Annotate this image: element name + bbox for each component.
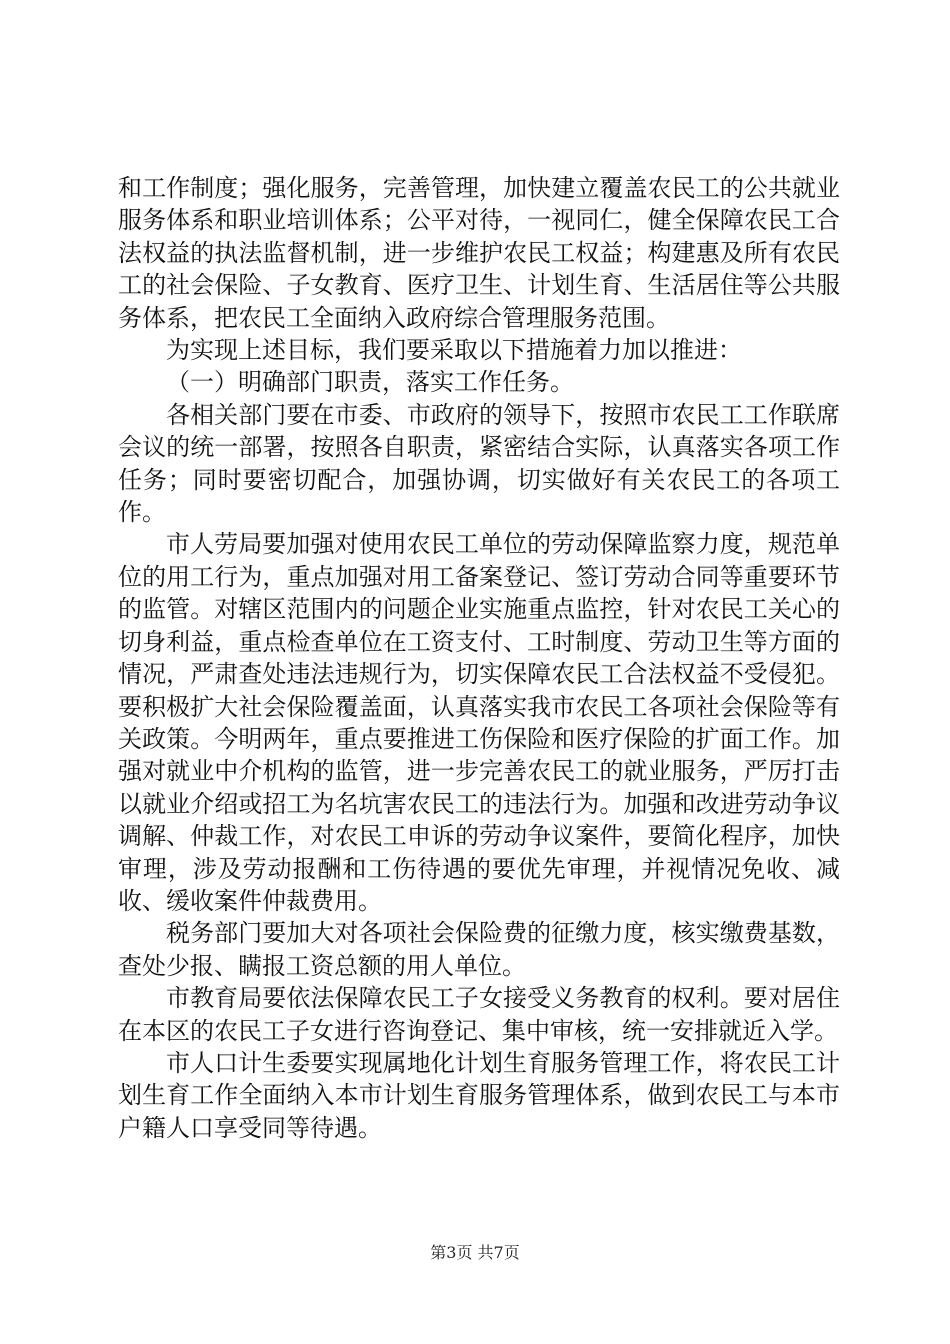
paragraph-tax-department: 税务部门要加大对各项社会保险费的征缴力度，核实缴费基数，查处少报、瞒报工资总额的用人单位。 <box>118 919 840 980</box>
paragraph-family-planning: 市人口计生委要实现属地化计划生育服务管理工作，将农民工计划生育工作全面纳入本市计划生育服务管理体系，做到农民工与本市户籍人口享受同等待遇。 <box>118 1048 840 1142</box>
paragraph-education-bureau: 市教育局要依法保障农民工子女接受义务教育的权利。要对居住在本区的农民工子女进行咨询登记、集中审核，统一安排就近入学。 <box>118 984 840 1045</box>
document-body <box>118 172 840 1144</box>
section-heading-1: （一）明确部门职责，落实工作任务。 <box>166 368 574 397</box>
paragraph-continued: 和工作制度；强化服务，完善管理，加快建立覆盖农民工的公共就业服务体系和职业培训体系；公平对待，一视同仁，健全保障农民工合法权益的执法监督机制，进一步维护农民工权益；构建惠及所有农民工的社会保险、子女教育、医疗卫生、计划生育、生活居住等公共服务体系，把农民工全面纳入政府综合管理服务范围。 <box>118 174 840 332</box>
paragraph-departments: 各相关部门要在市委、市政府的领导下，按照市农民工工作联席会议的统一部署，按照各自职责，紧密结合实际，认真落实各项工作任务；同时要密切配合，加强协调，切实做好有关农民工的各项工作。 <box>118 400 840 527</box>
paragraph-labor-bureau: 市人劳局要加强对使用农民工单位的劳动保障监察力度，规范单位的用工行为，重点加强对用工备案登记、签订劳动合同等重要环节的监管。对辖区范围内的问题企业实施重点监控，针对农民工关心的切身利益，重点检查单位在工资支付、工时制度、劳动卫生等方面的情况，严肃查处违法违规行为，切实保障农民工合法权益不受侵犯。要积极扩大社会保险覆盖面，认真落实我市农民工各项社会保险等有关政策。今明两年，重点要推进工伤保险和医疗保险的扩面工作。加强对就业中介机构的监管，进一步完善农民工的就业服务，严厉打击以就业介绍或招工为名坑害农民工的违法行为。加强和改进劳动争议调解、仲裁工作，对农民工申诉的劳动争议案件，要简化程序，加快审理，涉及劳动报酬和工伤待遇的要优先审理，并视情况免收、减收、缓收案件仲裁费用。 <box>118 530 840 915</box>
paragraph-measures-intro: 为实现上述目标，我们要采取以下措施着力加以推进： <box>166 336 742 365</box>
page-footer: 第3页 共7页 <box>430 1243 520 1262</box>
